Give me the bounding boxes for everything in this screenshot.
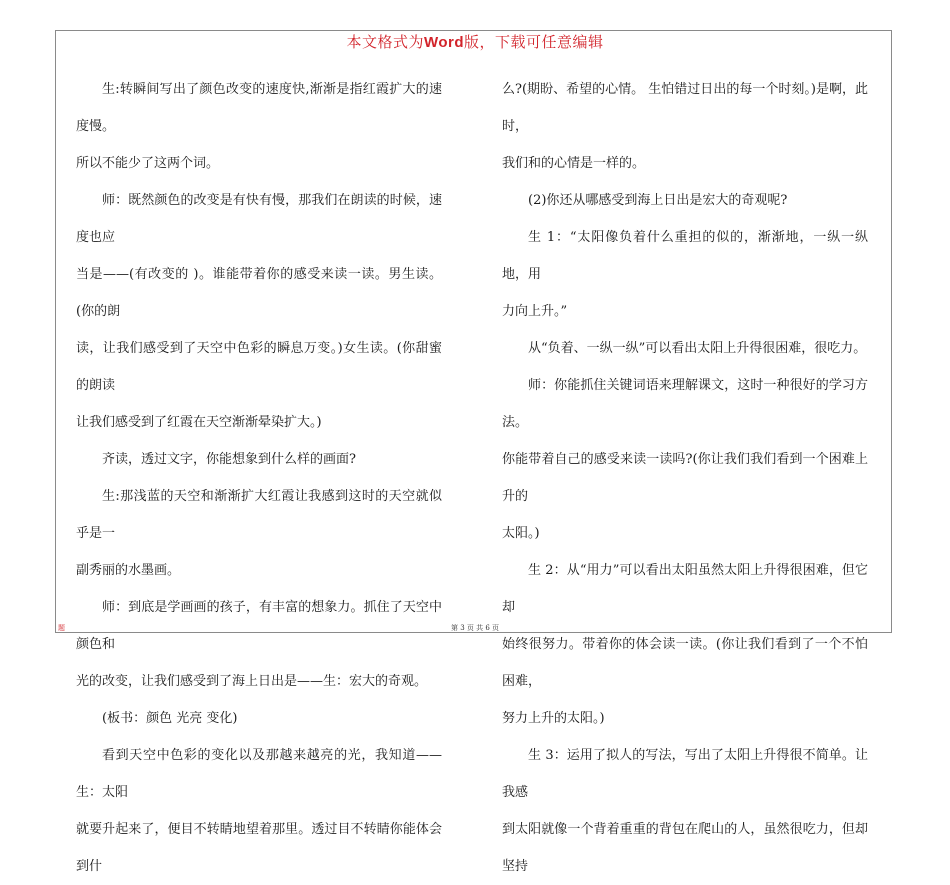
text-line: 始终很努力。带着你的体会读一读。(你让我们看到了一个不怕困难， bbox=[502, 637, 868, 689]
text-line: 齐读，透过文字，你能想象到什么样的画面? bbox=[102, 452, 356, 467]
text-line: 所以不能少了这两个词。 bbox=[76, 156, 220, 171]
banner-pre: 本文格式为 bbox=[346, 33, 424, 51]
text-line: 生:那浅蓝的天空和渐渐扩大红霞让我感到这时的天空就似乎是一 bbox=[76, 489, 442, 541]
text-line: 努力上升的太阳。) bbox=[502, 711, 605, 726]
text-line: 你能带着自己的感受来读一读吗?(你让我们我们看到一个困难上升的 bbox=[502, 452, 868, 504]
text-line: 师：既然颜色的改变是有快有慢，那我们在朗读的时候，速度也应 bbox=[76, 193, 442, 245]
text-line: 师：你能抓住关键词语来理解课文，这时一种很好的学习方法。 bbox=[502, 378, 868, 430]
text-line: 么?(期盼、希望的心情。 生怕错过日出的每一个时刻。)是啊，此时， bbox=[502, 82, 868, 134]
right-text-column bbox=[502, 71, 868, 885]
text-line: 生:转瞬间写出了颜色改变的速度快,渐渐是指红霞扩大的速度慢。 bbox=[76, 82, 442, 134]
text-line: 师：到底是学画画的孩子，有丰富的想象力。抓住了天空中颜色和 bbox=[76, 600, 442, 652]
left-text-column bbox=[76, 71, 442, 885]
text-line: (板书：颜色 光亮 变化) bbox=[102, 711, 238, 726]
text-line: 从“负着、一纵一纵”可以看出太阳上升得很困难，很吃力。 bbox=[528, 341, 867, 356]
text-line: 我们和的心情是一样的。 bbox=[502, 156, 646, 171]
text-line: 太阳。) bbox=[502, 526, 540, 541]
text-line: 让我们感受到了红霞在天空渐渐晕染扩大。) bbox=[76, 415, 322, 430]
text-line: 生 1：“太阳像负着什么重担的似的，渐渐地，一纵一纵地，用 bbox=[502, 230, 868, 282]
text-line: (2)你还从哪感受到海上日出是宏大的奇观呢? bbox=[528, 193, 788, 208]
banner-word: Word bbox=[423, 34, 465, 51]
text-line: 就要升起来了，便目不转睛地望着那里。透过目不转睛你能体会到什 bbox=[76, 822, 442, 874]
banner-post: 版，下载可任意编辑 bbox=[464, 33, 604, 51]
text-line: 读，让我们感受到了天空中色彩的瞬息万变。)女生读。(你甜蜜的朗读 bbox=[76, 341, 442, 393]
text-line: 生 3：运用了拟人的写法，写出了太阳上升得很不简单。让我感 bbox=[502, 748, 868, 800]
text-line: 力向上升。” bbox=[502, 304, 568, 319]
text-line: 到太阳就像一个背着重重的背包在爬山的人，虽然很吃力，但却坚持 bbox=[502, 822, 868, 874]
word-format-banner bbox=[0, 31, 950, 52]
page-number-footer: 第 3 页 共 6 页 bbox=[450, 624, 500, 632]
corner-mark: 题 bbox=[58, 624, 65, 632]
text-line: 看到天空中色彩的变化以及那越来越亮的光，我知道——生：太阳 bbox=[76, 748, 442, 800]
text-line: 光的改变，让我们感受到了海上日出是——生：宏大的奇观。 bbox=[76, 674, 428, 689]
text-line: 当是——(有改变的 )。谁能带着你的感受来读一读。男生读。(你的朗 bbox=[76, 267, 442, 319]
text-line: 副秀丽的水墨画。 bbox=[76, 563, 181, 578]
text-line: 生 2：从“用力”可以看出太阳虽然太阳上升得很困难，但它却 bbox=[502, 563, 868, 615]
